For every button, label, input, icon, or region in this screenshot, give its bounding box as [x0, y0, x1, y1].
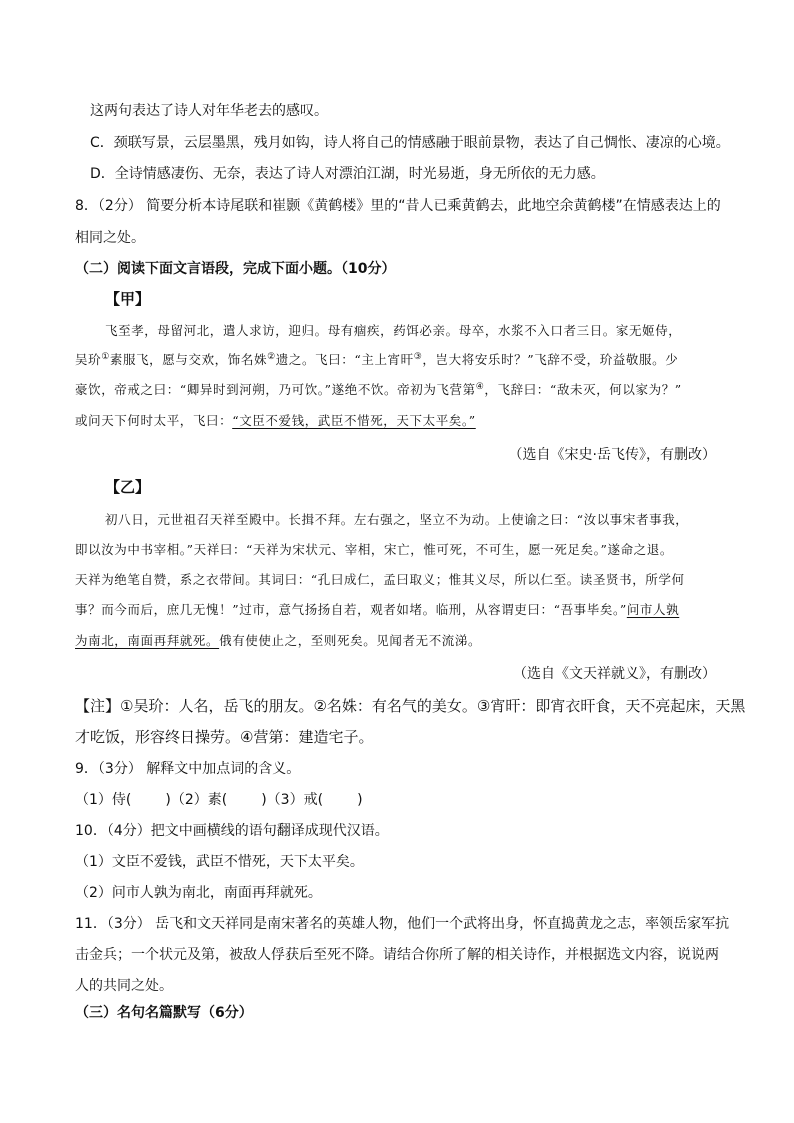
blank-2-label: )（2）素(: [165, 792, 228, 808]
passage-jia-line-2: [75, 350, 678, 370]
passage-jia-line-3: [75, 380, 682, 400]
note-marker-4: ④: [475, 381, 485, 392]
annotations: 【注】①吴玠：人名，岳飞的朋友。②名姝：有名气的美女。③宵旰：即宵衣旰食，天不亮起床，天黑: [75, 697, 746, 715]
question-11-continuation-1: 击金兵；一个状元及第，被敌人俘获后至死不降。请结合你所了解的相关诗作，并根据选文内容，说说两: [75, 947, 719, 963]
question-11: 11．（3分） 岳飞和文天祥同是南宋著名的英雄人物，他们一个武将出身，怀直捣黄龙之志，率领岳家军抗: [75, 916, 730, 932]
passage-jia-line-4: [75, 411, 476, 431]
note-marker-1: ①: [101, 351, 110, 362]
passage-text: 俄有使使止之，至则死矣。见闻者无不流涕。: [219, 633, 482, 648]
question-10-item-1: （1）文臣不爱钱，武臣不惜死，天下太平矣。: [75, 854, 364, 870]
passage-yi-line-5: [75, 631, 481, 651]
passage-text: ，飞辞曰：“敌未灭，何以家为？”: [484, 382, 682, 397]
passage-text: 豪饮，帝戒之曰：“卿异时到河朔，乃可饮。”遂绝不饮。帝初为飞营第: [75, 382, 476, 397]
source-yi: （选自《文天祥就义》，有删改）: [513, 666, 716, 682]
note-marker-3: ③: [413, 351, 423, 362]
question-8: 8．（2分） 简要分析本诗尾联和崔颢《黄鹤楼》里的“昔人已乘黄鹤去，此地空余黄鹤楼”在情感表达上的: [75, 198, 721, 214]
passage-jia-label: 【甲】: [105, 290, 151, 308]
section-3-heading: （三）名句名篇默写（6分）: [75, 1005, 253, 1021]
passage-yi-line-2: 即以汝为中书宰相。”天祥曰：“天祥为宋状元、宰相，宋亡，惟可死，不可生，愿一死足矣。”遂命之退。: [75, 542, 673, 557]
option-b-continuation: 这两句表达了诗人对年华老去的感叹。: [90, 103, 328, 119]
question-11-continuation-2: 人的共同之处。: [75, 978, 173, 994]
question-8-continuation: 相同之处。: [75, 230, 145, 246]
blank-close: ): [357, 792, 363, 808]
passage-text: 事？而今而后，庶几无愧！”过市，意气扬扬自若，观者如堵。临刑，从容谓吏曰：“吾事毕矣。”: [75, 602, 627, 617]
passage-text: 吴玠: [75, 352, 102, 367]
annotations-continuation: 才吃饭，形容终日操劳。④营第：建造宅子。: [75, 728, 374, 746]
question-9-blanks: [75, 790, 363, 810]
passage-yi-label: 【乙】: [105, 478, 151, 496]
passage-yi-line-1: 初八日，元世祖召天祥至殿中。长揖不拜。左右强之，坚立不为动。上使谕之曰：“汝以事宋者事我，: [105, 512, 689, 527]
blank-3-label: )（3）戒(: [261, 792, 324, 808]
underlined-sentence-2-part-1: 问市人孰: [626, 602, 680, 617]
passage-yi-line-3: 天祥为绝笔自赞，系之衣带间。其词曰：“孔曰成仁，孟曰取义；惟其义尽，所以仁至。读圣贤书，所学何: [75, 572, 685, 587]
option-d: D．全诗情感凄伤、无奈，表达了诗人对漂泊江湖，时光易逝，身无所依的无力感。: [90, 166, 605, 182]
passage-text: 遗之。飞曰：“主上宵旰: [275, 352, 414, 367]
passage-text: 或问天下何时太平，飞曰：: [75, 413, 233, 428]
question-10: 10．（4分）把文中画横线的语句翻译成现代汉语。: [75, 823, 389, 839]
passage-jia-line-1: 飞至孝，母留河北，遣人求访，迎归。母有痼疾，药饵必亲。母卒，水浆不入口者三日。家无姬侍，: [105, 323, 682, 338]
source-jia: （选自《宋史·岳飞传》，有删改）: [508, 447, 716, 463]
passage-text: ，岂大将安乐时？”飞辞不受，玠益敬服。少: [422, 352, 679, 367]
question-10-item-2: （2）问市人孰为南北，南面再拜就死。: [75, 885, 322, 901]
option-c: C．颈联写景，云层墨黑，残月如钩，诗人将自己的情感融于眼前景物，表达了自己惆怅、凄凉的心境。: [90, 135, 730, 151]
underlined-sentence-1: “文臣不爱钱，武臣不惜死，天下太平矣。”: [232, 413, 476, 428]
passage-yi-line-4: [75, 600, 679, 620]
underlined-sentence-2-part-2: 为南北，南面再拜就死。: [75, 633, 220, 648]
question-9: 9．（3分） 解释文中加点词的含义。: [75, 761, 301, 777]
section-2-heading: （二）阅读下面文言语段，完成下面小题。（10分）: [75, 261, 396, 277]
note-marker-2: ②: [267, 351, 276, 362]
passage-text: 素服飞，愿与交欢，饰名姝: [109, 352, 268, 367]
blank-1-label: （1）侍(: [75, 792, 132, 808]
